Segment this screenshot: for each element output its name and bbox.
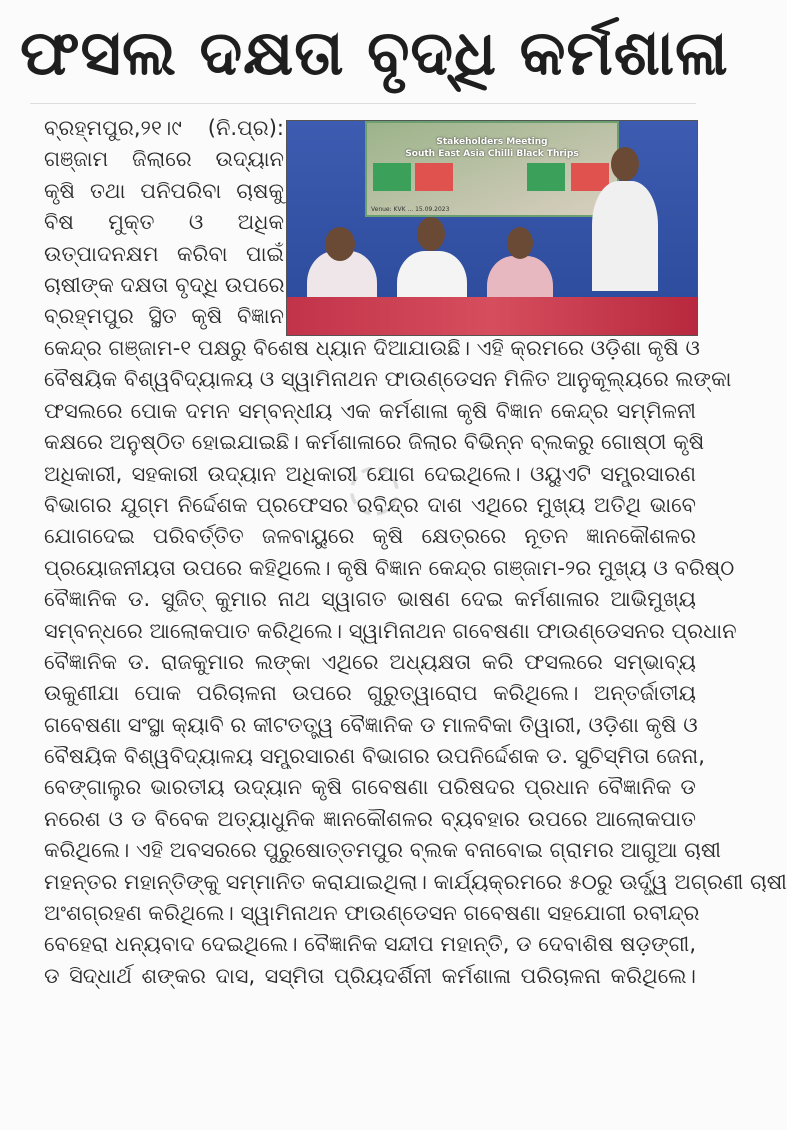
- banner-green-box: [373, 163, 411, 191]
- person-head: [507, 227, 533, 259]
- article-line: ଅଧିକାରୀ, ସହକାରୀ ଉଦ୍ୟାନ ଅଧିକାରୀ ଯୋଗ ଦେଇଥିଲେ। ଓୟୁଏଟି ସମ୍ପ୍ରସାରଣ: [44, 461, 696, 486]
- article-line: ବୈଜ୍ଞାନିକ ଡ. ରାଜକୁମାର ଲଙ୍କା ଏଥିରେ ଅଧ୍ୟକ୍ଷତା କରି ଫସଲରେ ସମ୍ଭାବ୍ୟ: [44, 649, 696, 674]
- banner-venue: Venue: KVK ... 15.09.2023: [371, 206, 450, 213]
- article-body: [44, 333, 787, 992]
- article-line: ବୈଷୟିକ ବିଶ୍ୱବିଦ୍ୟାଳୟ ସମ୍ପ୍ରସାରଣ ବିଭାଗର ଉପନିର୍ଦ୍ଦେଶକ ଡ. ସୁଚିସ୍ମିତା ଜେନା,: [44, 744, 705, 769]
- banner-red-box: [415, 163, 453, 191]
- article-photo: [286, 120, 698, 336]
- article-line: ବେଙ୍ଗାଲୁର ଭାରତୀୟ ଉଦ୍ୟାନ କୃଷି ଗବେଷଣା ପରିଷଦର ପ୍ରଧାନ ବୈଜ୍ଞାନିକ ଡ: [44, 775, 696, 800]
- article-line: ଯୋଗଦେଇ ପରିବର୍ତ୍ତିତ ଜଳବାୟୁରେ କୃଷି କ୍ଷେତ୍ରରେ ନୂତନ ଜ୍ଞାନକୌଶଳର: [44, 524, 696, 549]
- banner-subtitle: South East Asia Chilli Black Thrips: [405, 149, 579, 159]
- lead-column: [44, 113, 284, 333]
- divider: [30, 103, 696, 104]
- article-line: ଡ ସିଦ୍ଧାର୍ଥ ଶଙ୍କର ଦାସ, ସସ୍ମିତା ପ୍ରିୟଦର୍ଶିନୀ କର୍ମଶାଳା ପରିଚାଳନା କରିଥିଲେ।: [44, 963, 696, 988]
- article-line: ବେହେରା ଧନ୍ୟବାଦ ଦେଇଥିଲେ। ବୈଜ୍ଞାନିକ ସନ୍ଦୀପ ମହାନ୍ତି, ଡ ଦେବାଶିଷ ଷଡ଼ଙ୍ଗୀ,: [44, 932, 696, 957]
- table-cloth: [287, 297, 697, 335]
- banner-title: Stakeholders Meeting: [436, 137, 548, 147]
- article-line: ଉକୁଣୀଯା ପୋକ ପରିଚାଳନା ଉପରେ ଗୁରୁତ୍ୱାରୋପ କରିଥିଲେ। ଅନ୍ତର୍ଜାତୀୟ: [44, 681, 696, 706]
- article-line: ଉତ୍ପାଦନକ୍ଷମ କରିବା ପାଇଁ: [44, 241, 284, 266]
- article-line: ବୈଷୟିକ ବିଶ୍ୱବିଦ୍ୟାଳୟ ଓ ସ୍ୱାମିନାଥନ ଫାଉଣ୍ଡେସନ ମିଳିତ ଆନୁକୂଲ୍ୟରେ ଲଙ୍କା: [44, 367, 732, 392]
- article-line: କକ୍ଷରେ ଅନୁଷ୍ଠିତ ହୋଇଯାଇଛି। କର୍ମଶାଳାରେ ଜିଲାର ବିଭିନ୍ନ ବ୍ଲକରୁ ଗୋଷ୍ଠୀ କୃଷି: [44, 430, 705, 455]
- article-line: ବ୍ରହ୍ମପୁର ସ୍ଥିତ କୃଷି ବିଜ୍ଞାନ: [44, 304, 284, 329]
- banner-red-box: [571, 163, 609, 191]
- speaker-head: [611, 147, 639, 181]
- article-line: ଫସଲରେ ପୋକ ଦମନ ସମ୍ବନ୍ଧୀୟ ଏକ କର୍ମଶାଳା କୃଷି ବିଜ୍ଞାନ କେନ୍ଦ୍ର ସମ୍ମିଳନୀ: [44, 398, 696, 423]
- article-line: ପ୍ରୟୋଜନୀୟତା ଉପରେ କହିଥିଲେ। କୃଷି ବିଜ୍ଞାନ କେନ୍ଦ୍ର ଗଞ୍ଜାମ-୨ର ମୁଖ୍ୟ ଓ ବରିଷ୍ଠ: [44, 555, 735, 580]
- person-head: [325, 227, 355, 261]
- article-line: ମହନ୍ତର ମହାନ୍ତିଙ୍କୁ ସମ୍ମାନିତ କରାଯାଇଥିଲା। କାର୍ଯ୍ୟକ୍ରମରେ ୫୦ରୁ ଊର୍ଦ୍ଧ୍ୱ ଅଗ୍ରଣୀ ଚାଷୀ: [44, 869, 787, 894]
- article-line: ଅଂଶଗ୍ରହଣ କରିଥିଲେ। ସ୍ୱାମିନାଥନ ଫାଉଣ୍ଡେସନ ଗବେଷଣା ସହଯୋଗୀ ରବୀନ୍ଦ୍ର: [44, 901, 700, 926]
- article-line: ଚାଷୀଙ୍କ ଦକ୍ଷତା ବୃଦ୍ଧି ଉପରେ: [44, 272, 285, 297]
- headline: ଫସଲ ଦକ୍ଷତା ବୃଦ୍ଧି କର୍ମଶାଳା: [20, 16, 729, 89]
- article-line: କରିଥିଲେ। ଏହି ଅବସରରେ ପୁରୁଷୋତ୍ତମପୁର ବ୍ଲକ ବନାବୋଇ ଗ୍ରାମର ଆଗୁଆ ଚାଷୀ: [44, 838, 721, 863]
- photo-banner: [365, 121, 619, 217]
- article-line: ବ୍ରହ୍ମପୁର,୨୧।୯ (ନି.ପ୍ର):: [44, 116, 284, 140]
- article-line: ବୈଜ୍ଞାନିକ ଡ. ସୁଜିତ୍ କୁମାର ନାଥ ସ୍ୱାଗତ ଭାଷଣ ଦେଇ କର୍ମଶାଳାର ଆଭିମୁଖ୍ୟ: [44, 587, 696, 612]
- article-line: ବିଷ ମୁକ୍ତ ଓ ଅଧିକ: [44, 210, 284, 235]
- article-line: ନରେଶ ଓ ଡ ବିବେକ ଅତ୍ୟାଧୁନିକ ଜ୍ଞାନକୌଶଳର ବ୍ୟବହାର ଉପରେ ଆଲୋକପାତ: [44, 806, 696, 831]
- article-line: କେନ୍ଦ୍ର ଗଞ୍ଜାମ-୧ ପକ୍ଷରୁ ବିଶେଷ ଧ୍ୟାନ ଦିଆଯାଉଛି। ଏହି କ୍ରମରେ ଓଡ଼ିଶା କୃଷି ଓ: [44, 336, 700, 360]
- speaker-figure: [592, 181, 658, 291]
- banner-green-box: [527, 163, 565, 191]
- article-line: ସମ୍ବନ୍ଧରେ ଆଲୋକପାତ କରିଥିଲେ। ସ୍ୱାମିନାଥନ ଗବେଷଣା ଫାଉଣ୍ଡେସନର ପ୍ରଧାନ: [44, 618, 737, 643]
- person-head: [417, 217, 445, 251]
- article-line: ଗବେଷଣା ସଂସ୍ଥା କ୍ୟାବି ର କୀଟତତ୍ତ୍ୱ ବୈଜ୍ଞାନିକ ଡ ମାଳବିକା ତିୱାରୀ, ଓଡ଼ିଶା କୃଷି ଓ: [44, 712, 698, 737]
- article-line: ଗଞ୍ଜାମ ଜିଲାରେ ଉଦ୍ୟାନ: [44, 147, 284, 172]
- article-line: ବିଭାଗର ଯୁଗ୍ମ ନିର୍ଦ୍ଦେଶକ ପ୍ରଫେସର ରବିନ୍ଦ୍ର ଦାଶ ଏଥିରେ ମୁଖ୍ୟ ଅତିଥି ଭାବେ: [44, 492, 696, 517]
- watermark-logo: ◌: [334, 442, 412, 532]
- article-line: କୃଷି ତଥା ପନିପରିବା ଚାଷକୁ: [44, 178, 284, 203]
